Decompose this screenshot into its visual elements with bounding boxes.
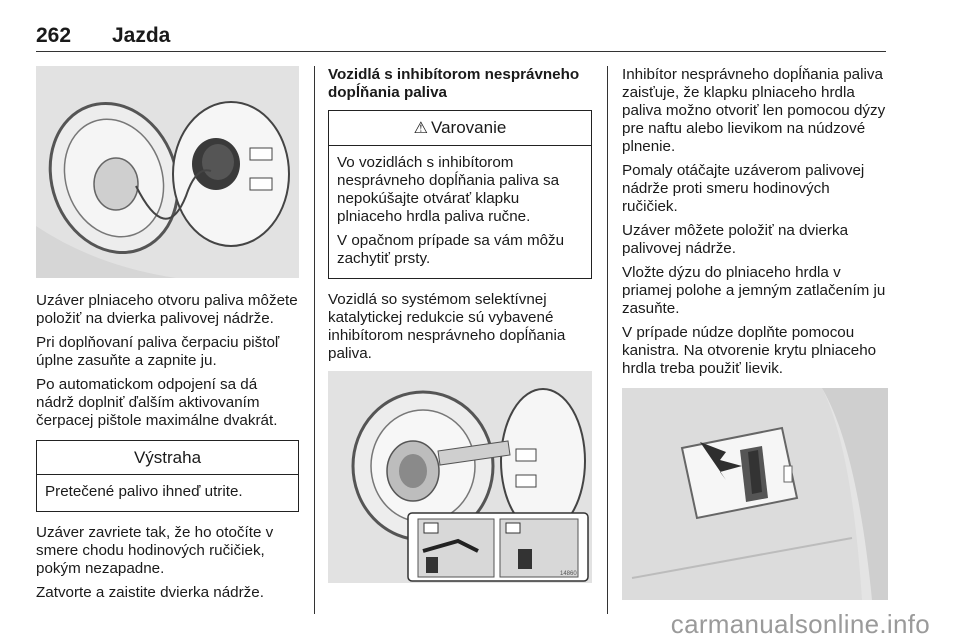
column-divider [314,66,315,614]
warning-box [328,110,592,279]
warning-title: Varovanie [431,118,507,137]
misfuel-inhibitor-illustration [328,371,592,583]
page-header [36,22,886,52]
fuel-cap-illustration [36,66,299,278]
warning-header [329,111,591,146]
paragraph: Uzáver môžete položiť na dvierka palivovej nádrže. [622,222,849,257]
misfuel-inhibitor-image [328,371,592,583]
warning-text: V opačnom prípade sa vám môžu zachytiť prsty. [337,232,565,267]
paragraph: Po automatickom odpojení sa dá nádrž doplniť ďalším aktivovaním čerpacej pištole maximálne dvakrát. [36,376,278,429]
column-2 [328,66,592,583]
emergency-funnel-illustration [622,388,888,600]
paragraph: Pomaly otáčajte uzáverom palivovej nádrže proti smeru hodinových ručičiek. [622,162,865,215]
caution-title: Výstraha [37,441,298,475]
paragraph: Uzáver zavriete tak, že ho otočíte v smere chodu hodinových ručičiek, pokým nezapadne. [36,524,274,577]
watermark: carmanualsonline.info [670,609,930,639]
caution-text: Pretečené palivo ihneď utrite. [45,483,243,500]
section-heading: Vozidlá s inhibítorom nesprávneho dopĺňania paliva [328,66,580,101]
warning-text: Vo vozidlách s inhibítorom nesprávneho dopĺňania paliva sa nepokúšajte otvárať klapku plniaceho hrdla paliva ručne. [337,154,560,225]
column-divider [607,66,608,614]
fuel-filler-cap-image [36,66,299,278]
paragraph: Inhibítor nesprávneho dopĺňania paliva zaisťuje, že klapku plniaceho hrdla paliva možno otvoriť len pomocou dýzy pre naftu alebo lievikom na núdzové plnenie. [622,66,886,155]
paragraph: Vozidlá so systémom selektívnej katalytickej redukcie sú vybavené inhibítorom nesprávneho dopĺňania paliva. [328,291,566,362]
trunk-funnel-image [622,388,888,600]
page-number: 262 [36,24,72,47]
paragraph: Zatvorte a zaistite dvierka nádrže. [36,584,264,601]
warning-triangle-icon: ⚠ [413,120,429,137]
column-1 [36,66,299,608]
caution-box [36,440,299,512]
column-3 [622,66,888,600]
paragraph: Pri doplňovaní paliva čerpaciu pištoľ úplne zasuňte a zapnite ju. [36,334,280,369]
figure-code: 14860 [560,571,577,577]
chapter-title: Jazda [112,24,171,47]
paragraph: Vložte dýzu do plniaceho hrdla v priamej polohe a jemným zatlačením ju zasuňte. [622,264,886,317]
paragraph: V prípade núdze doplňte pomocou kanistra. Na otvorenie krytu plniaceho hrdla treba použiť lievik. [622,324,877,377]
paragraph: Uzáver plniaceho otvoru paliva môžete položiť na dvierka palivovej nádrže. [36,292,298,327]
